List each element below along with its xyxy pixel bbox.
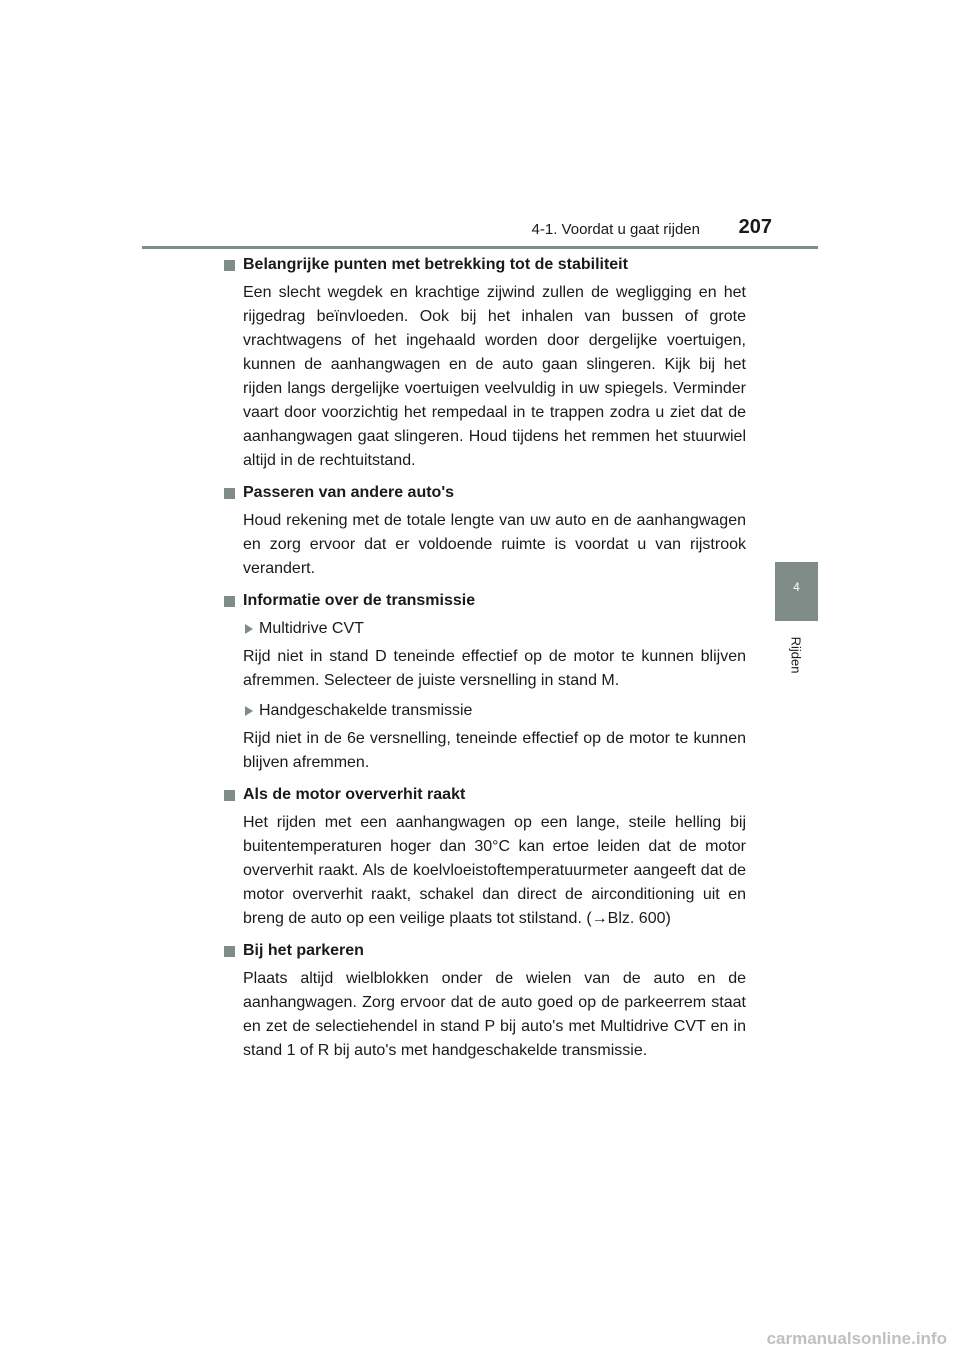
section-heading-text: Belangrijke punten met betrekking tot de stabiliteit (243, 256, 628, 273)
chapter-number: 4 (793, 580, 800, 594)
section-text: Een slecht wegdek en krachtige zijwind zullen de wegligging en het rijgedrag beïnvloeden. Ook bij het inhalen van bussen of grote vrachtwagens of het ingehaald worden door dergelijke voertuigen, kunnen de aanhangwagen en de auto gaan slingeren. Kijk bij het rijden langs dergelijke voertuigen veelvuldig in uw spiegels. Verminder vaart door voorzichtig het rempedaal in te trappen zodra u ziet dat de aanhangwagen gaat slingeren. Houd tijdens het remmen het stuurwiel altijd in de rechtuitstand. (243, 284, 746, 469)
page-header (142, 213, 818, 249)
sub-item-text: Rijd niet in stand D teneinde effectief op de motor te kunnen blijven afremmen. Selecteer de juiste versnelling in stand M. (243, 648, 746, 689)
chapter-tab (775, 562, 818, 621)
section-heading (224, 253, 746, 277)
section-passing (224, 481, 746, 581)
section-text: Plaats altijd wielblokken onder de wielen van de auto en de aanhangwagen. Zorg ervoor dat de auto goed op de parkeerrem staat en zet de selectiehendel in stand P bij auto's met Multidrive CVT en in stand 1 of R bij auto's met handgeschakelde transmissie. (243, 970, 746, 1059)
page-content (224, 253, 746, 1071)
watermark: carmanualsonline.info (766, 1329, 947, 1348)
triangle-bullet-icon (245, 624, 253, 634)
section-transmission (224, 589, 746, 775)
square-bullet-icon (224, 946, 235, 957)
chapter-label-area (775, 627, 818, 687)
square-bullet-icon (224, 260, 235, 271)
section-overheating (224, 783, 746, 931)
section-heading-text: Als de motor oververhit raakt (243, 786, 466, 803)
section-heading (224, 939, 746, 963)
sub-item-manual (243, 699, 746, 723)
sub-item-label: Multidrive CVT (259, 620, 364, 637)
sub-item-cvt (243, 617, 746, 641)
chapter-title: 4-1. Voordat u gaat rijden (531, 221, 700, 238)
square-bullet-icon (224, 596, 235, 607)
section-parking (224, 939, 746, 1063)
section-stability (224, 253, 746, 473)
section-text: Houd rekening met de totale lengte van uw auto en de aanhangwagen en zorg ervoor dat er voldoende ruimte is voordat u van rijstrook verandert. (243, 512, 746, 577)
sub-item-text: Rijd niet in de 6e versnelling, teneinde effectief op de motor te kunnen blijven afremmen. (243, 730, 746, 771)
chapter-label: Rijden (788, 636, 804, 674)
section-heading-text: Bij het parkeren (243, 942, 364, 959)
sub-item-label: Handgeschakelde transmissie (259, 702, 473, 719)
section-text: Het rijden met een aanhangwagen op een lange, steile helling bij buitentemperaturen hoger dan 30°C kan ertoe leiden dat de motor oververhit raakt. Als de koelvloeistoftemperatuurmeter aangeeft dat de motor oververhit raakt, schakel dan direct de airconditioning uit en breng de auto op een veilige plaats tot stilstand. (→Blz. 600) (243, 814, 746, 927)
section-heading-text: Informatie over de transmissie (243, 592, 476, 609)
section-heading (224, 481, 746, 505)
square-bullet-icon (224, 790, 235, 801)
section-heading-text: Passeren van andere auto's (243, 484, 455, 501)
section-heading (224, 783, 746, 807)
triangle-bullet-icon (245, 706, 253, 716)
page-number: 207 (738, 216, 772, 238)
section-heading (224, 589, 746, 613)
square-bullet-icon (224, 488, 235, 499)
